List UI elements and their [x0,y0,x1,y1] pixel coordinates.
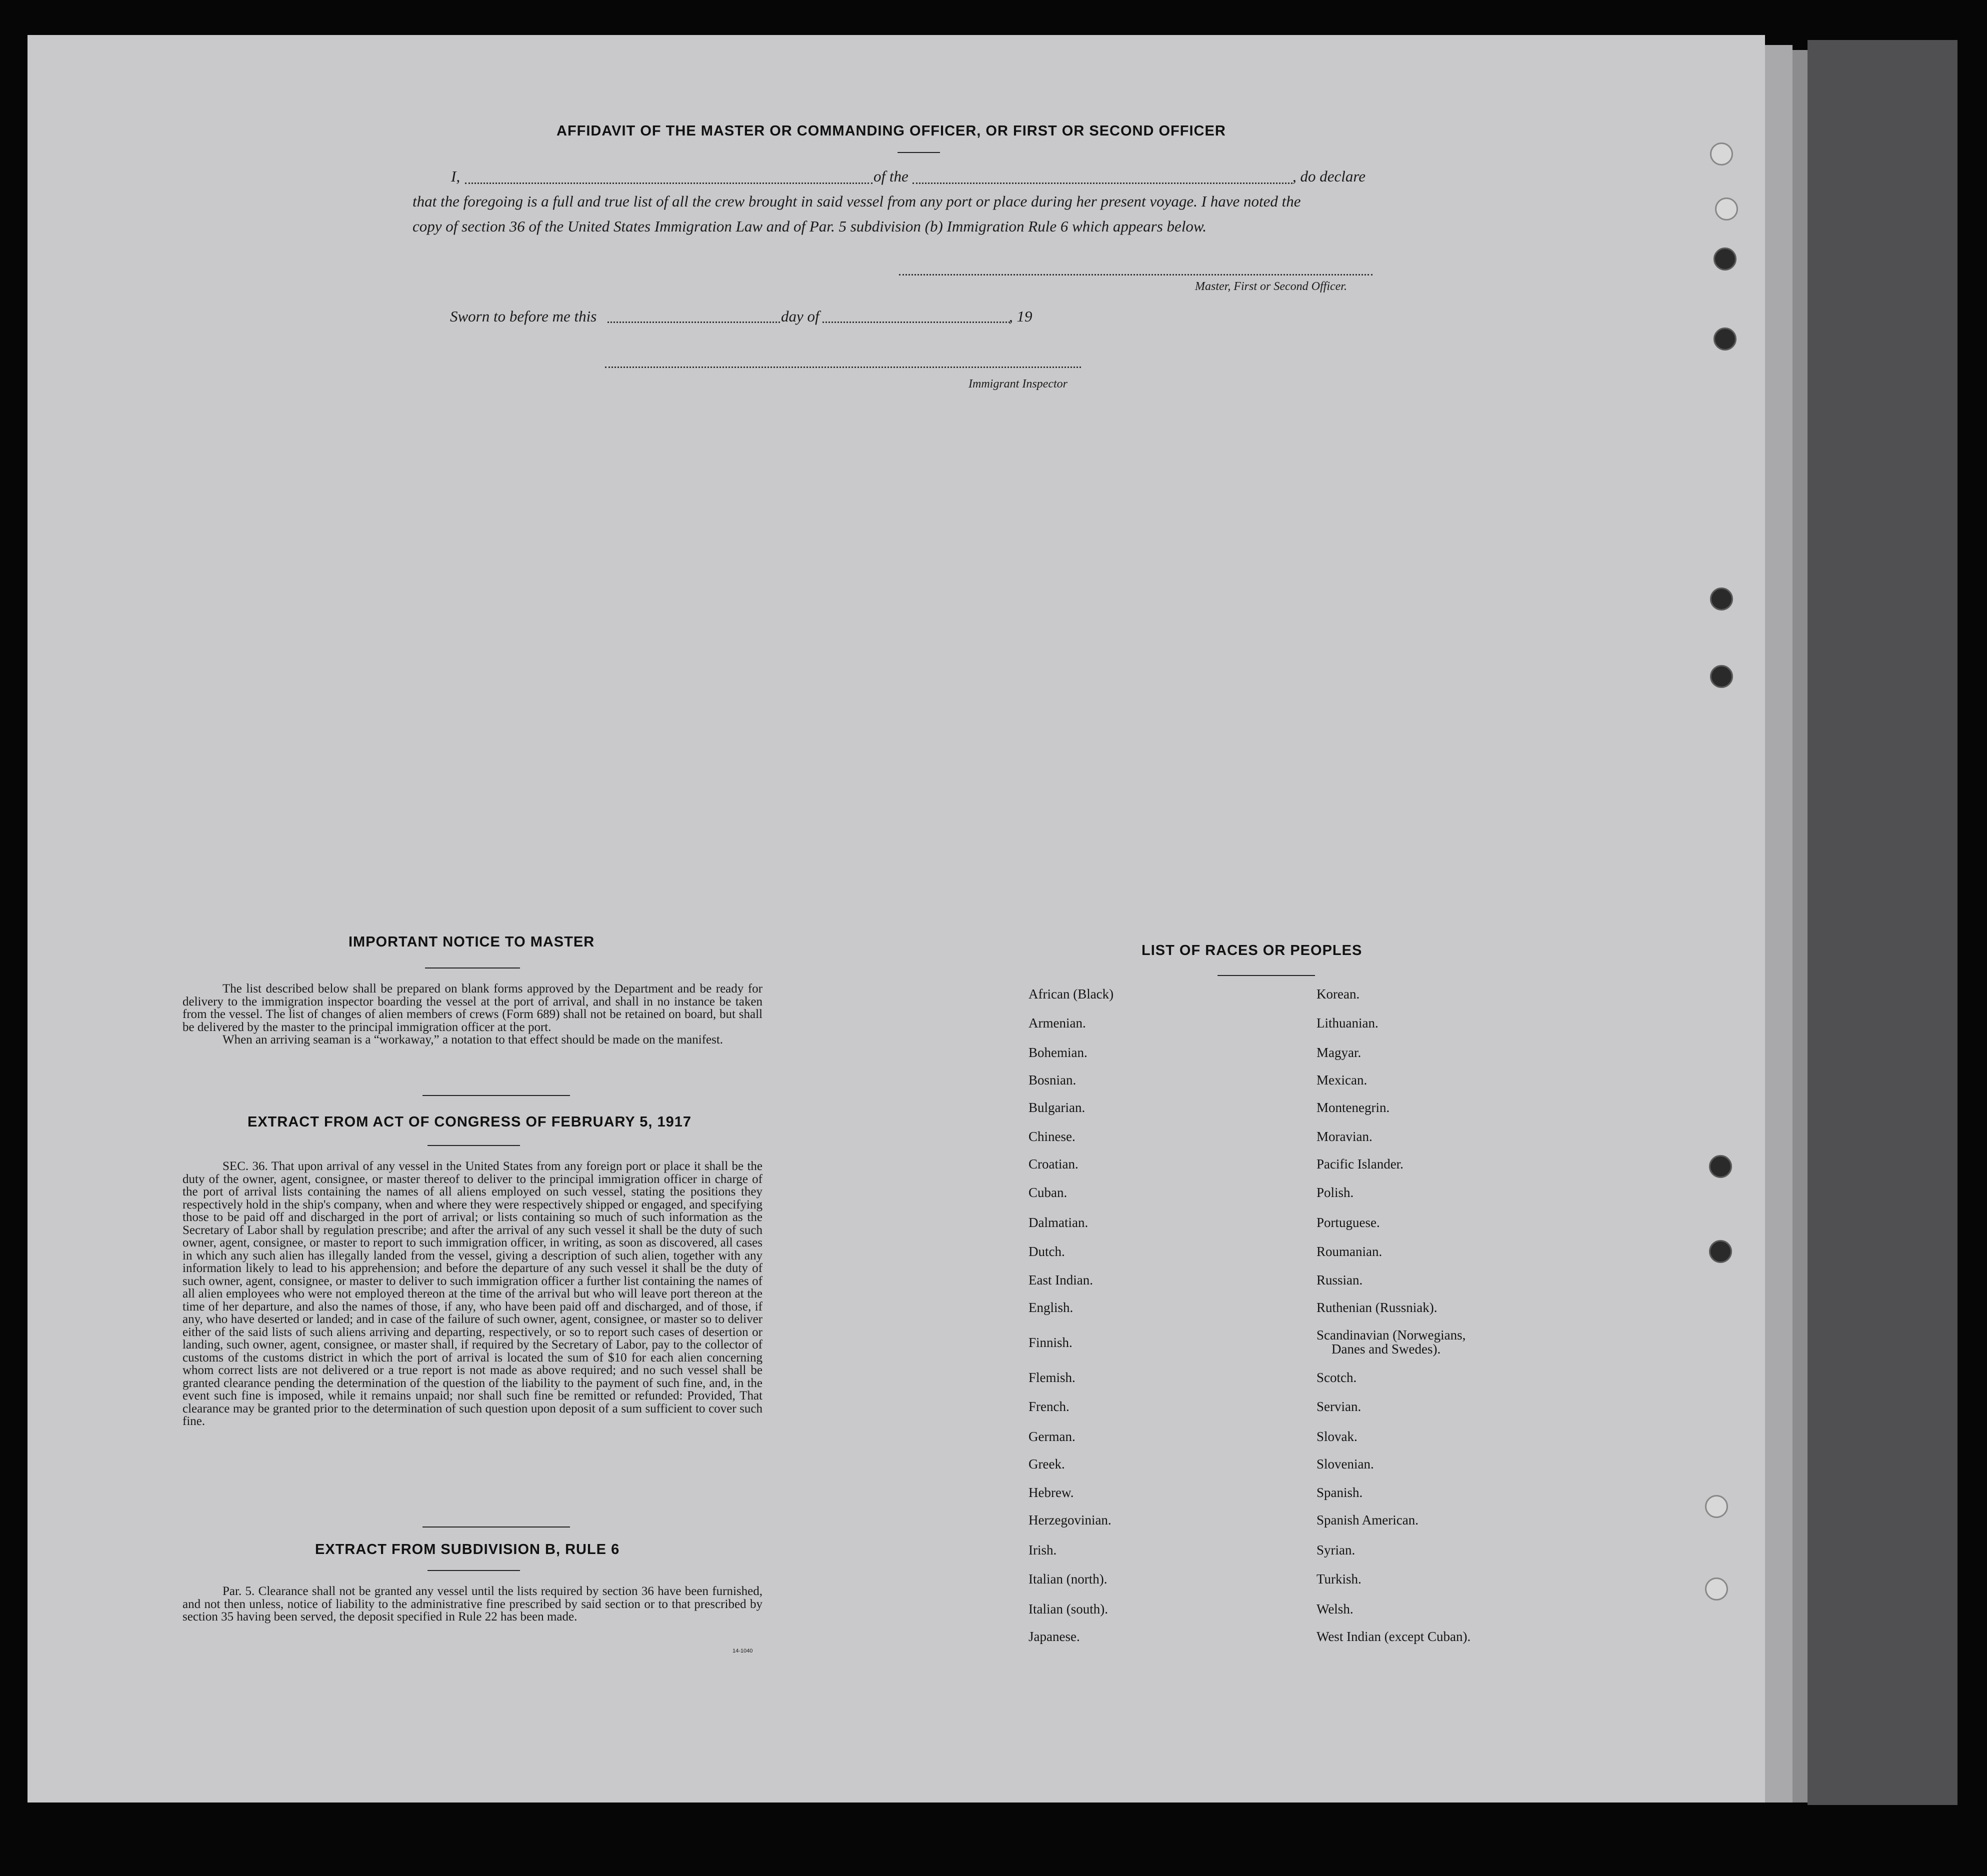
race-item: German. [1028,1429,1076,1444]
document-page [28,35,1765,1802]
race-item: West Indian (except Cuban). [1316,1629,1471,1644]
race-item: Finnish. [1028,1335,1072,1350]
race-item: Dutch. [1028,1244,1065,1259]
race-item: Irish. [1028,1542,1057,1558]
binding-hole [1705,1495,1728,1518]
race-item: Mexican. [1316,1072,1368,1088]
race-item: Montenegrin. [1316,1100,1390,1115]
race-item: Bosnian. [1028,1072,1076,1088]
notice-paragraph-1: The list described below shall be prepared on blank forms approved by the Department and be ready for delivery to the immigration inspector boarding the vessel at the port of arrival, and shall in no instance be taken from the vessel. The list of changes of alien members of crews (Form 689) shall not be retained on board, but shall be delivered by the master to the principal immigration officer at the port. [182,982,762,1034]
race-item: Armenian. [1028,1016,1086,1030]
extract-act-title: EXTRACT FROM ACT OF CONGRESS OF FEBRUARY 5, 1917 [248,1114,692,1130]
extract-act-body [182,1160,762,1428]
race-item: Russian. [1316,1272,1363,1288]
extract-rule-divider [428,1570,520,1571]
notice-title: IMPORTANT NOTICE TO MASTER [348,934,595,950]
race-item: Syrian. [1316,1542,1356,1558]
par-5-text: Par. 5. Clearance shall not be granted any vessel until the lists required by section 36 have been furnished, and not then unless, notice of liability to the administrative fine prescribed by said section or to that prescribed by section 35 having been served, the deposit specified in Rule 22 has been made. [182,1584,762,1624]
race-item: Slovenian. [1316,1456,1374,1472]
binding-hole [1714,248,1736,270]
race-item: Lithuanian. [1316,1016,1378,1030]
race-item: Polish. [1316,1185,1354,1200]
notice-paragraph-2: When an arriving seaman is a “workaway,” a notation to that effect should be made on the manifest. [222,1033,724,1046]
race-item: Ruthenian (Russniak). [1316,1300,1438,1315]
extract-rule-title: EXTRACT FROM SUBDIVISION B, RULE 6 [315,1542,620,1558]
binding-hole [1710,665,1733,688]
binding-hole [1709,1155,1732,1178]
race-item: Bulgarian. [1028,1100,1086,1115]
year-prefix: , 19 [1009,308,1032,325]
race-item: Spanish. [1316,1485,1363,1500]
vessel-field[interactable] [912,182,1292,184]
day-of-label: day of [781,308,820,325]
page-edge-stack [1792,50,1808,1802]
race-item: Cuban. [1028,1185,1068,1200]
race-item: Scandinavian (Norwegians, [1316,1328,1466,1342]
affiant-name-field[interactable] [465,182,872,184]
master-signature-line[interactable] [899,274,1372,276]
race-item: Italian (south). [1028,1602,1108,1616]
affidavit-title: AFFIDAVIT OF THE MASTER OR COMMANDING OFFICER, OR FIRST OR SECOND OFFICER [556,123,1226,139]
race-item: Portuguese. [1316,1215,1380,1230]
race-item: Turkish. [1316,1572,1362,1586]
race-item: Flemish. [1028,1370,1076,1385]
race-item: Greek. [1028,1456,1065,1472]
race-item: Croatian. [1028,1156,1078,1172]
inspector-signature-line[interactable] [605,366,1081,368]
race-item: Dalmatian. [1028,1215,1088,1230]
binding-hole [1705,1578,1728,1600]
sworn-day-field[interactable] [608,322,780,323]
race-item: Danes and Swedes). [1332,1342,1441,1356]
binding-hole [1714,328,1736,350]
race-item: Pacific Islander. [1316,1156,1404,1172]
binding-hole [1715,198,1738,220]
race-item: Japanese. [1028,1629,1080,1644]
title-divider [898,152,940,153]
race-item: Spanish American. [1316,1512,1418,1528]
race-item: Hebrew. [1028,1485,1074,1500]
of-the-label: of the [874,168,908,185]
race-item: French. [1028,1399,1070,1414]
declare-label: , do declare [1292,168,1366,185]
binding-hole [1710,142,1733,166]
section-divider [422,1526,570,1528]
race-item: Slovak. [1316,1429,1358,1444]
section-36-text: SEC. 36. That upon arrival of any vessel in the United States from any foreign port or place it shall be the duty of the owner, agent, consignee, or master thereof to deliver to the principal immigration officer in charge of the port of arrival lists containing the names of all aliens employed on such vessel, stating the positions they respectively hold in the ship's company, when and where they were respectively shipped or engaged, and specifying those to be paid off and discharged in the port of arrival; or lists containing so much of such information as the Secretary of Labor shall by regulation prescribe; and after the arrival of any such vessel it shall be the duty of such owner, agent, consignee, or master to report to such immigration officer, in writing, as soon as discovered, all cases in which any such alien has illegally landed from the vessel, giving a description of such alien, together with any information likely to lead to his apprehension; and before the departure of any such vessel it shall be the duty of such owner, agent, consignee, or master to deliver to such immigration officer a further list containing the names of all alien employees who were not employed thereon at the time of the arrival but who will leave port thereon at the time of her departure, and also the names of those, if any, who have been paid off and discharged, and of those, if any, who have deserted or landed; and in case of the failure of such owner, agent, consignee, or master so to deliver either of the said lists of such aliens arriving and departing, respectively, or so to report such cases of desertion or landing, such owner, agent, consignee, or master shall, if required by the Secretary of Labor, pay to the collector of customs of the customs district in which the port of arrival is located the sum of $10 for each alien concerning whom correct lists are not delivered or a true report is not made as above required; and no such vessel shall be granted clearance pending the determination of the question of the liability to the payment of such fine, and, in the event such fine is imposed, while it remains unpaid; nor shall such fine be remitted or refunded: Provided, That clearance may be granted prior to the determination of such question upon deposit of a sum sufficient to cover such fine. [182,1160,762,1428]
affidavit-text-line2: that the foregoing is a full and true list of all the crew brought in said vessel from any port or place during her present voyage. I have noted the [412,192,1301,210]
affiant-prefix: I, [451,168,460,185]
section-divider [422,1095,570,1096]
sworn-label: Sworn to before me this [450,308,597,325]
race-item: Roumanian. [1316,1244,1382,1259]
affidavit-text-line3: copy of section 36 of the United States Immigration Law and of Par. 5 subdivision (b) Immigration Rule 6 which appears below. [412,218,1207,235]
races-title: LIST OF RACES OR PEOPLES [1142,942,1362,958]
race-item: English. [1028,1300,1074,1315]
master-caption: Master, First or Second Officer. [1195,280,1347,293]
race-item: African (Black) [1028,986,1114,1002]
race-item: Bohemian. [1028,1045,1088,1060]
race-item: Magyar. [1316,1045,1362,1060]
back-page [1808,40,1958,1805]
form-number: 14-1040 [732,1648,753,1654]
race-item: East Indian. [1028,1272,1093,1288]
extract-rule-body [182,1585,762,1624]
notice-body [182,982,762,1046]
race-item: Chinese. [1028,1129,1076,1144]
race-item: Servian. [1316,1399,1362,1414]
extract-act-divider [428,1145,520,1146]
races-divider [1218,975,1315,976]
race-item: Herzegovinian. [1028,1512,1112,1528]
binding-hole [1709,1240,1732,1263]
page-edge [1765,45,1792,1802]
race-item: Moravian. [1316,1129,1372,1144]
race-item: Welsh. [1316,1602,1354,1616]
race-item: Scotch. [1316,1370,1357,1385]
sworn-month-field[interactable] [822,322,1010,323]
inspector-caption: Immigrant Inspector [968,378,1068,390]
binding-hole [1710,588,1733,610]
race-item: Italian (north). [1028,1572,1108,1586]
race-item: Korean. [1316,986,1360,1002]
